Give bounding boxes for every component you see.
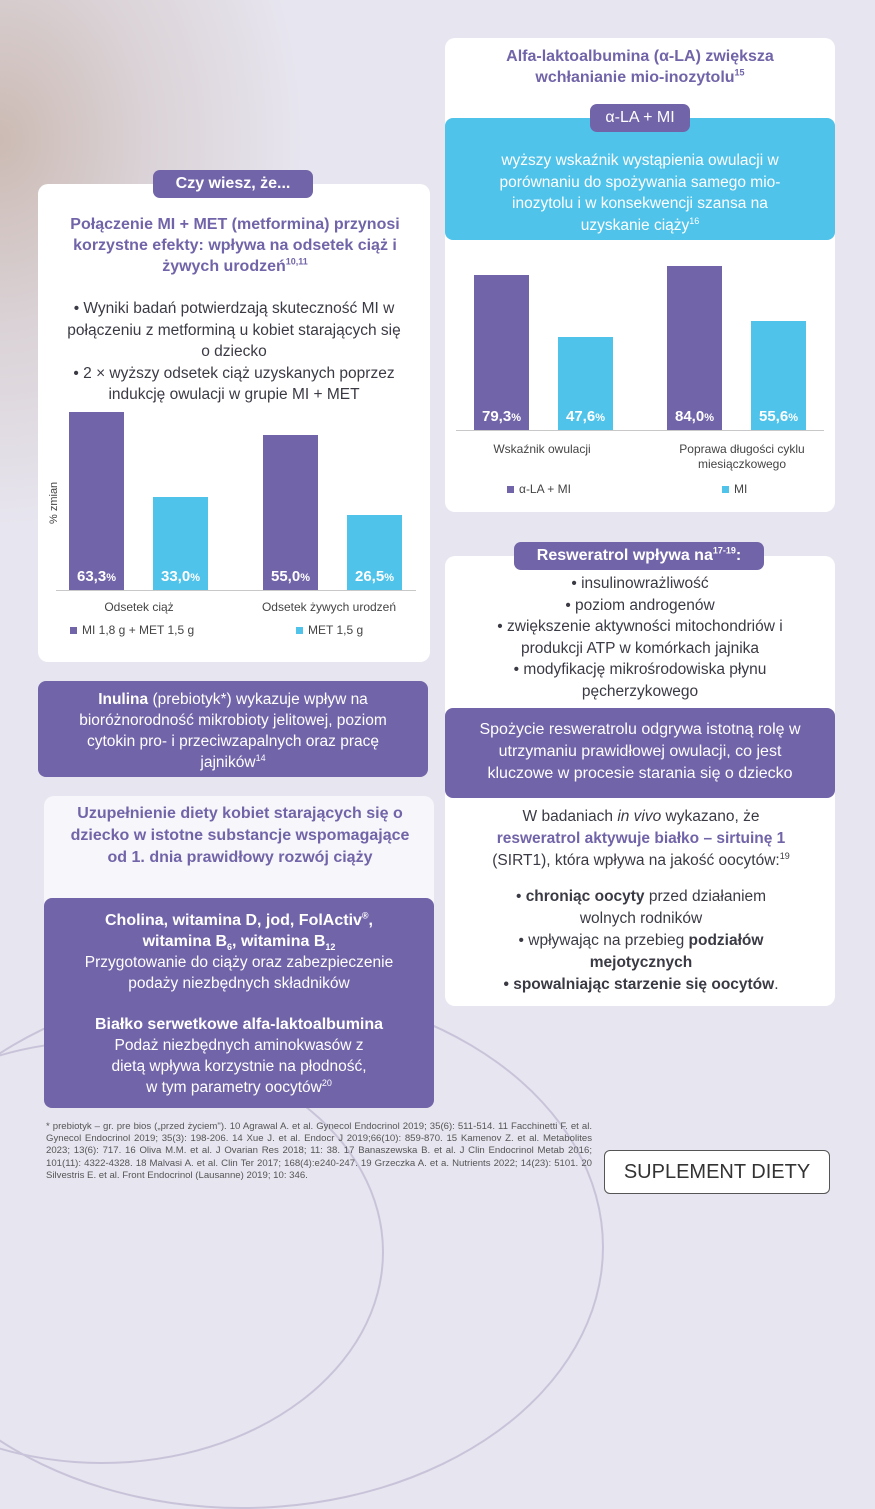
legend-swatch (507, 486, 514, 493)
diet-line1-post: , (368, 912, 373, 929)
resveratrol-bullet-2: • poziom androgenów (565, 596, 715, 614)
bar-value: 63,3 (77, 568, 107, 585)
alfa-highlight-text (478, 150, 802, 236)
bar-value-unit: % (300, 572, 310, 584)
legend-label: α-LA + MI (519, 482, 571, 496)
inulina-bold: Inulina (98, 691, 149, 708)
inulina-box (38, 681, 428, 777)
category-label: Odsetek ciąż (104, 600, 174, 614)
invivo-rest: (SIRT1), która wpływa na jakość oocytów: (492, 852, 780, 869)
oocyte-bullet-1-bold: chroniąc oocyty (525, 888, 645, 905)
legend-item (296, 623, 363, 637)
alfa-title-text: Alfa-laktoalbumina (α-LA) zwiększa wchłanianie mio-inozytolu (506, 48, 774, 86)
invivo-bold: resweratrol aktywuje białko – sirtuinę 1 (496, 830, 786, 847)
resveratrol-invivo: W badaniach in vivo wykazano, że resweratrol aktywuje białko – sirtuinę 1 (SIRT1), która wpływa na jakość oocytów:$^{19}$ • chroniąc oocyty przed działaniem wolnych rodników • wpływając na przebieg podziałów mejotycznych • spowalniając starzenie się oocytów. (492, 808, 790, 993)
invivo-post: wykazano, że (661, 808, 760, 825)
diet-heading2: Białko serwetkowe alfa-laktoalbumina (94, 1016, 384, 1033)
resveratrol-pill: Resweratrol wpływa $na^{17-19}$: (514, 542, 764, 570)
diet-box (44, 898, 434, 1108)
bar-value-unit: % (595, 412, 605, 424)
bar-0-0 (69, 412, 124, 590)
inulina-sup: 14 (255, 752, 266, 763)
supplement-badge: SUPLEMENT DIETY (604, 1150, 830, 1194)
inulina-text: (prebiotyk*) wykazuje wpływ na bioróżnorodność mikrobioty jelitowej, poziom cytokin pro- i przeciwzapalnych oraz pracę jajników (79, 691, 387, 771)
diet-line1: Cholina, witamina D, jod, FolActiv (105, 912, 362, 929)
bar-value-unit: % (106, 572, 116, 584)
bar-value-unit: % (511, 412, 521, 424)
oocyte-bullet-2-bold: podziałów mejotycznych (589, 932, 764, 971)
bar-value-label (474, 408, 529, 427)
invivo-em: in vivo (617, 808, 662, 825)
invivo-pre: W badaniach (522, 808, 618, 825)
bar-0-0 (474, 275, 529, 430)
legend-item (507, 482, 571, 496)
bar-value-label (751, 408, 806, 427)
diet-title (70, 803, 410, 869)
category-label: Wskaźnik owulacji (493, 442, 591, 456)
mi-met-bullet-1: • Wyniki badań potwierdzają skuteczność MI w połączeniu z metforminą u kobiet starających się o dziecko (67, 300, 401, 360)
diet-title-text: Uzupełnienie diety kobiet starających się o dziecko w istotne substancje wspomagające od 1. dnia prawidłowy rozwój ciąży (70, 805, 410, 866)
oocyte-bullet-3-bold: • spowalniając starzenie się oocytów (503, 976, 775, 993)
diet-desc2: Podaż niezbędnych aminokwasów z dietą wpływa korzystnie na płodność, w tym parametry oocytów (111, 1037, 367, 1096)
legend-label: MET 1,5 g (308, 623, 364, 637)
legend-item (70, 623, 194, 637)
bar-value: 55,6 (759, 408, 789, 425)
bar-value-unit: % (190, 572, 200, 584)
footnotes: * prebiotyk – gr. pre bios („przed życiem"). 10 Agrawal A. et al. Gynecol Endocrinol 2019; 35(6): 511-514. 11 Facchinetti F. et al. Gynecol Endocrinol 2019; 35(3): 198-206. 14 Xue J. et al. Endocr J 2019;66(10): 859-870. 15 Kamenov Z. et al. Metabolites 2023; 13(6): 717. 16 Oliva M.M. et al. J Ovarian Res 2018; 11: 38. 17 Banaszewska B. et al. J Clin Endocrinol Metab 2016; 101(11): 4322-4328. 18 Malvasi A. et al. Clin Ter 2017; 168(4):e240-247. 19 Grzeczka A. et a. Nutrients 2022; 14(23): 5101. 20 Silvestris E. et al. Front Endocrinol (Lausanne) 2019; 10: 346. (46, 1121, 592, 1181)
legend-swatch (296, 627, 303, 634)
diet-sub2: 12 (325, 942, 336, 953)
resveratrol-box-text: Spożycie resweratrolu odgrywa istotną rolę w utrzymaniu prawidłowej owulacji, co jest kluczowe w procesie starania się o dziecko (479, 721, 801, 782)
diet-desc2-sup: 20 (321, 1077, 332, 1088)
bar-value-label (69, 568, 124, 587)
bar-1-0 (263, 435, 318, 590)
oocyte-bullet-1-rest: przed działaniem wolnych rodników (579, 888, 767, 927)
diet-desc1: Przygotowanie do ciąży oraz zabezpieczenie podaży niezbędnych składników (84, 954, 394, 992)
did-you-know-pill-text: Czy wiesz, że... (175, 175, 291, 192)
diet-line2b: , witamina B (232, 933, 326, 950)
bar-1-0 (667, 266, 722, 430)
bar-value-unit: % (788, 412, 798, 424)
bar-value: 33,0 (161, 568, 191, 585)
resveratrol-box (445, 708, 835, 798)
bar-value-label (558, 408, 613, 427)
oocyte-bullet-3-rest: . (774, 976, 779, 993)
bar-value-label (347, 568, 402, 587)
alfa-pill (590, 104, 690, 132)
alfa-title-sup: 15 (734, 67, 745, 78)
legend-swatch (70, 627, 77, 634)
bar-value-unit: % (384, 572, 394, 584)
diet-reg: ® (361, 910, 369, 921)
alfa-pill-text: α-LA + MI (605, 109, 675, 126)
invivo-sup: 19 (779, 850, 790, 861)
mi-met-title-sup: 10,11 (285, 256, 308, 267)
bar-value: 84,0 (675, 408, 705, 425)
chart1-ylabel: % zmian (48, 481, 60, 524)
legend-label: MI 1,8 g + MET 1,5 g (82, 623, 195, 637)
bar-value-label (153, 568, 208, 587)
bar-value: 26,5 (355, 568, 385, 585)
alfa-highlight-sup: 16 (689, 215, 700, 226)
resveratrol-bullets (470, 573, 810, 702)
resveratrol-bullet-1: • insulinowrażliwość (571, 575, 709, 592)
oocyte-bullet-2-pre: • wpływając na przebieg (518, 932, 689, 949)
legend-item (722, 482, 747, 496)
did-you-know-pill (153, 170, 313, 198)
bar-value-label (263, 568, 318, 587)
bar-value-unit: % (704, 412, 714, 424)
chart-baseline (56, 590, 416, 591)
alfa-chart (452, 256, 828, 502)
bar-value: 79,3 (482, 408, 512, 425)
mi-met-chart (44, 404, 420, 644)
resveratrol-pill-text: Resweratrol wpływa na (536, 547, 713, 564)
bar-value: 47,6 (566, 408, 596, 425)
legend-label: MI (734, 482, 748, 496)
category-label: Odsetek żywych urodzeń (261, 600, 397, 614)
mi-met-title (44, 214, 426, 277)
diet-line2a: witamina B (142, 933, 228, 950)
resveratrol-bullet-4: • modyfikację mikrośrodowiska płynu pęcherzykowego (513, 661, 767, 700)
resveratrol-pill-sup: 17-19 (712, 545, 736, 556)
mi-met-bullets (48, 298, 420, 406)
chart-baseline (456, 430, 824, 431)
mi-met-title-text: Połączenie MI + MET (metformina) przynosi korzystne efekty: wpływa na odsetek ciąż i żywych urodzeń (70, 216, 400, 275)
alfa-title (470, 46, 810, 88)
legend-swatch (722, 486, 729, 493)
alfa-highlight-body: wyższy wskaźnik wystąpienia owulacji w porównaniu do spożywania samego mio-inozytolu i w konsekwencji szansa na uzyskanie ciąży (499, 152, 781, 234)
mi-met-bullet-2: • 2 × wyższy odsetek ciąż uzyskanych poprzez indukcję owulacji w grupie MI + MET (73, 364, 395, 403)
category-label: Poprawa długości cyklu miesiączkowego (679, 442, 805, 471)
resveratrol-bullet-3: • zwiększenie aktywności mitochondriów i produkcji ATP w komórkach jajnika (497, 618, 783, 657)
bar-value-label (667, 408, 722, 427)
diet-sub1: 6 (227, 942, 233, 953)
bar-value: 55,0 (271, 568, 301, 585)
